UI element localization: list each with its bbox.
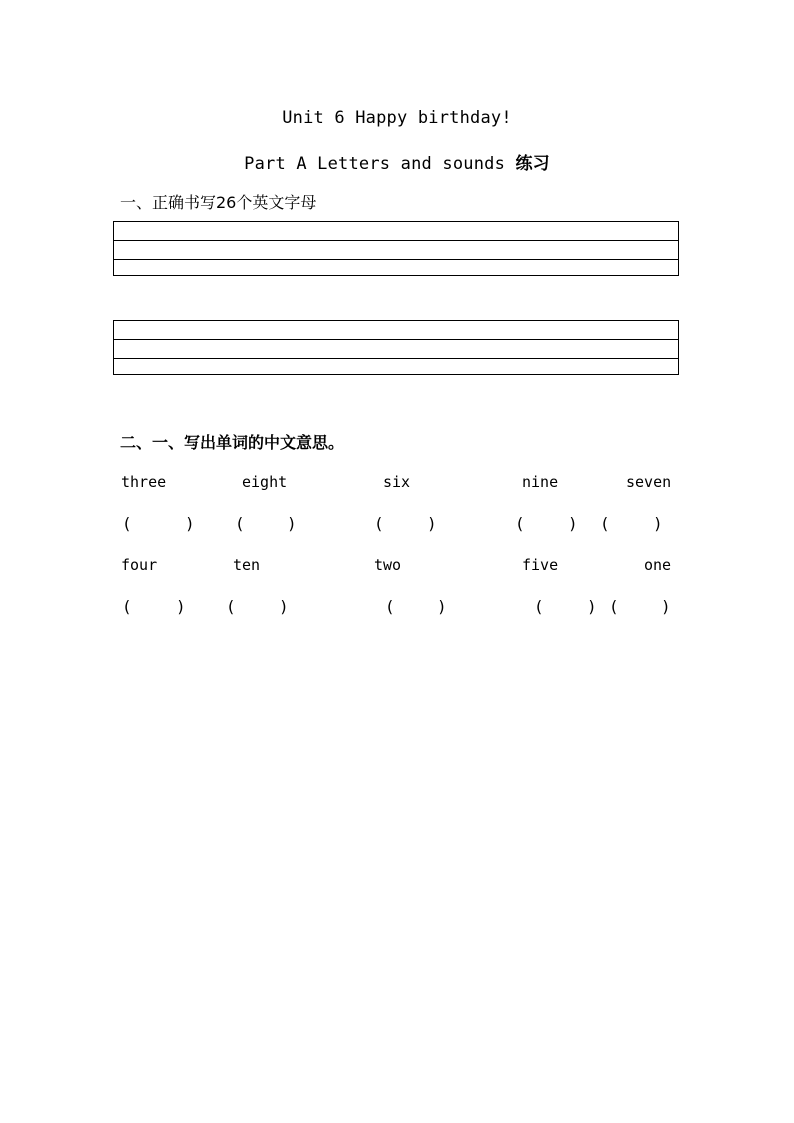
- answer-open-paren: (: [600, 514, 610, 533]
- answer-close-paren: ): [287, 514, 297, 533]
- answer-open-paren: (: [374, 514, 384, 533]
- word-nine: nine: [522, 473, 559, 491]
- answer-open-paren: (: [235, 514, 245, 533]
- answer-close-paren: ): [427, 514, 437, 533]
- answer-close-paren: ): [653, 514, 663, 533]
- subtitle-english: Part A Letters and sounds: [244, 154, 506, 174]
- answer-close-paren: ): [437, 597, 447, 616]
- word-two: two: [374, 556, 402, 574]
- word-one: one: [644, 556, 672, 574]
- word-seven: seven: [626, 473, 672, 491]
- answer-close-paren: ): [587, 597, 597, 616]
- answer-open-paren: (: [122, 597, 132, 616]
- answer-open-paren: (: [226, 597, 236, 616]
- page-title: Unit 6 Happy birthday!: [282, 108, 512, 128]
- word-five: five: [522, 556, 559, 574]
- word-six: six: [383, 473, 411, 491]
- word-ten: ten: [233, 556, 261, 574]
- word-three: three: [121, 473, 167, 491]
- answer-open-paren: (: [122, 514, 132, 533]
- word-eight: eight: [242, 473, 288, 491]
- answer-close-paren: ): [185, 514, 195, 533]
- writing-rule: [114, 339, 678, 340]
- section1-heading: 一、正确书写26个英文字母: [120, 193, 317, 212]
- answer-close-paren: ): [176, 597, 186, 616]
- answer-open-paren: (: [385, 597, 395, 616]
- writing-rule: [114, 240, 678, 241]
- letter-writing-box-1[interactable]: [113, 221, 679, 276]
- section2-heading: 二、一、写出单词的中文意思。: [120, 433, 345, 452]
- page-subtitle: [0, 149, 794, 174]
- writing-rule: [114, 358, 678, 359]
- answer-open-paren: (: [609, 597, 619, 616]
- answer-close-paren: ): [279, 597, 289, 616]
- letter-writing-box-2[interactable]: [113, 320, 679, 375]
- answer-close-paren: ): [568, 514, 578, 533]
- writing-rule: [114, 259, 678, 260]
- answer-open-paren: (: [534, 597, 544, 616]
- answer-open-paren: (: [515, 514, 525, 533]
- answer-close-paren: ): [661, 597, 671, 616]
- word-four: four: [121, 556, 158, 574]
- subtitle-chinese: 练习: [515, 154, 550, 174]
